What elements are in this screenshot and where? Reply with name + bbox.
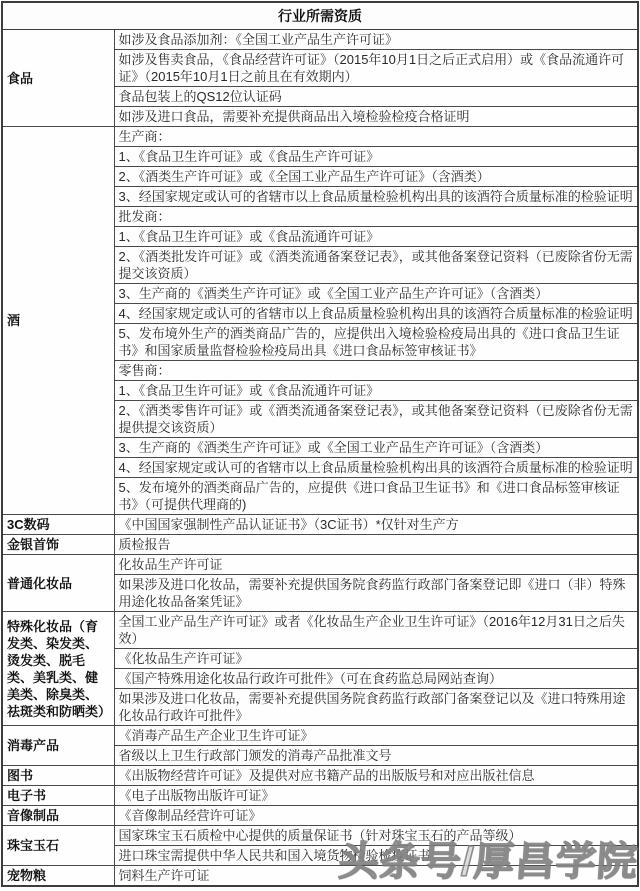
category-cell: 电子书 (2, 786, 114, 806)
qualification-cell: 省级以上卫生行政部门颁发的消毒产品批准文号 (114, 746, 638, 766)
qualification-cell: 2、《酒类生产许可证》或《全国工业产品生产许可证》（含酒类） (114, 167, 638, 187)
category-cell: 普通化妆品 (2, 555, 114, 612)
table-row (2, 515, 638, 535)
table-row (2, 786, 638, 806)
qualification-cell: 化妆品生产许可证 (114, 555, 638, 575)
category-cell: 珠宝玉石 (2, 826, 114, 866)
qualification-cell: 1、《食品卫生许可证》或《食品流通许可证》 (114, 381, 638, 401)
category-cell: 消毒产品 (2, 726, 114, 766)
qualification-cell: 批发商： (114, 207, 638, 227)
qualification-cell: 《电子出版物出版许可证》 (114, 786, 638, 806)
qualification-cell: 1、《食品卫生许可证》或《食品流通许可证》 (114, 227, 638, 247)
qualification-cell: 《音像制品经营许可证》 (114, 806, 638, 826)
qualification-cell: 如果涉及进口化妆品，需要补充提供国务院食药监行政部门备案登记即《进口（非）特殊用途化妆品备案凭证》 (114, 575, 638, 612)
qualification-cell: 1、《食品卫生许可证》或《食品生产许可证》 (114, 147, 638, 167)
qualification-cell: 2、《酒类零售许可证》或《酒类流通备案登记表》，或其他备案登记资料（已废除省份无需提供提交该资质） (114, 401, 638, 438)
category-cell: 图书 (2, 766, 114, 786)
category-cell: 3C数码 (2, 515, 114, 535)
category-cell: 音像制品 (2, 806, 114, 826)
qualification-cell: 《化妆品生产许可证》 (114, 649, 638, 669)
table-row (2, 866, 638, 887)
qualification-cell: 4、经国家规定或认可的省辖市以上食品质量检验机构出具的该酒符合质量标准的检验证明 (114, 458, 638, 478)
table-header-row (2, 2, 638, 30)
qualification-cell: 零售商： (114, 361, 638, 381)
table-row (2, 127, 638, 147)
qualification-cell: 《出版物经营许可证》及提供对应书籍产品的出版版号和对应出版社信息 (114, 766, 638, 786)
page-title: 行业所需资质 (2, 2, 638, 30)
qualification-cell: 进口珠宝需提供中华人民共和国入境货物检验检疫证书 (114, 846, 638, 866)
table-row (2, 555, 638, 575)
qualification-cell: 如涉及进口食品，需要补充提供商品出入境检验检疫合格证明 (114, 107, 638, 127)
table-row (2, 806, 638, 826)
table-row (2, 726, 638, 746)
qualifications-table (1, 1, 639, 887)
qualification-cell: 如涉及食品添加剂：《全国工业产品生产许可证》 (114, 30, 638, 50)
qualification-cell: 全国工业产品生产许可证》或者《化妆品生产企业卫生许可证》（2016年12月31日之后失效） (114, 612, 638, 649)
qualification-cell: 饲料生产许可证 (114, 866, 638, 887)
table-row (2, 826, 638, 846)
qualification-cell: 如果涉及进口化妆品，需要补充提供国务院食药监行政部门备案登记以及《进口特殊用途化妆品行政许可批件》 (114, 689, 638, 726)
qualification-cell: 国家珠宝玉石质检中心提供的质量保证书（针对珠宝玉石的产品等级） (114, 826, 638, 846)
table-row (2, 766, 638, 786)
category-cell: 食品 (2, 30, 114, 127)
qualification-cell: 如涉及售卖食品，《食品经营许可证》（2015年10月1日之后正式启用）或《食品流通许可证》（2015年10月1日之前且在有效期内） (114, 50, 638, 87)
qualification-cell: 3、经国家规定或认可的省辖市以上食品质量检验机构出具的该酒符合质量标准的检验证明 (114, 187, 638, 207)
qualification-cell: 4、经国家规定或认可的省辖市以上食品质量检验机构出具的该酒符合质量标准的检验证明 (114, 304, 638, 324)
category-cell: 酒 (2, 127, 114, 515)
qualification-cell: 质检报告 (114, 535, 638, 555)
qualification-cell: 5、发布境外生产的酒类商品广告的，应提供出入境检验检疫局出具的《进口食品卫生证书》和国家质量监督检验检疫局出具《进口食品标签审核证书》 (114, 324, 638, 361)
qualification-cell: 生产商： (114, 127, 638, 147)
qualification-cell: 3、生产商的《酒类生产许可证》或《全国工业产品生产许可证》（含酒类） (114, 438, 638, 458)
qualification-cell: 《消毒产品生产企业卫生许可证》 (114, 726, 638, 746)
watermark-text: 头条号/厚昌学院 (337, 840, 640, 884)
qualification-cell: 3、生产商的《酒类生产许可证》或《全国工业产品生产许可证》（含酒类） (114, 284, 638, 304)
category-cell: 金银首饰 (2, 535, 114, 555)
table-row (2, 30, 638, 50)
table-row (2, 612, 638, 649)
qualification-cell: 《国产特殊用途化妆品行政许可批件》（可在食药监总局网站查询） (114, 669, 638, 689)
qualification-cell: 5、发布境外的酒类商品广告的，应提供《进口食品卫生证书》和《进口食品标签审核证书》（可提供代理商的) (114, 478, 638, 515)
table-row (2, 535, 638, 555)
qualification-cell: 《中国国家强制性产品认证证书》（3C证书）*仅针对生产方 (114, 515, 638, 535)
qualification-cell: 食品包装上的QS12位认证码 (114, 87, 638, 107)
qualification-cell: 2、《酒类批发许可证》或《酒类流通备案登记表》，或其他备案登记资料（已废除省份无需提交该资质） (114, 247, 638, 284)
category-cell: 特殊化妆品（育发类、染发类、烫发类、脱毛类、美乳类、健美类、除臭类、祛斑类和防晒类） (2, 612, 114, 726)
category-cell: 宠物粮 (2, 866, 114, 887)
